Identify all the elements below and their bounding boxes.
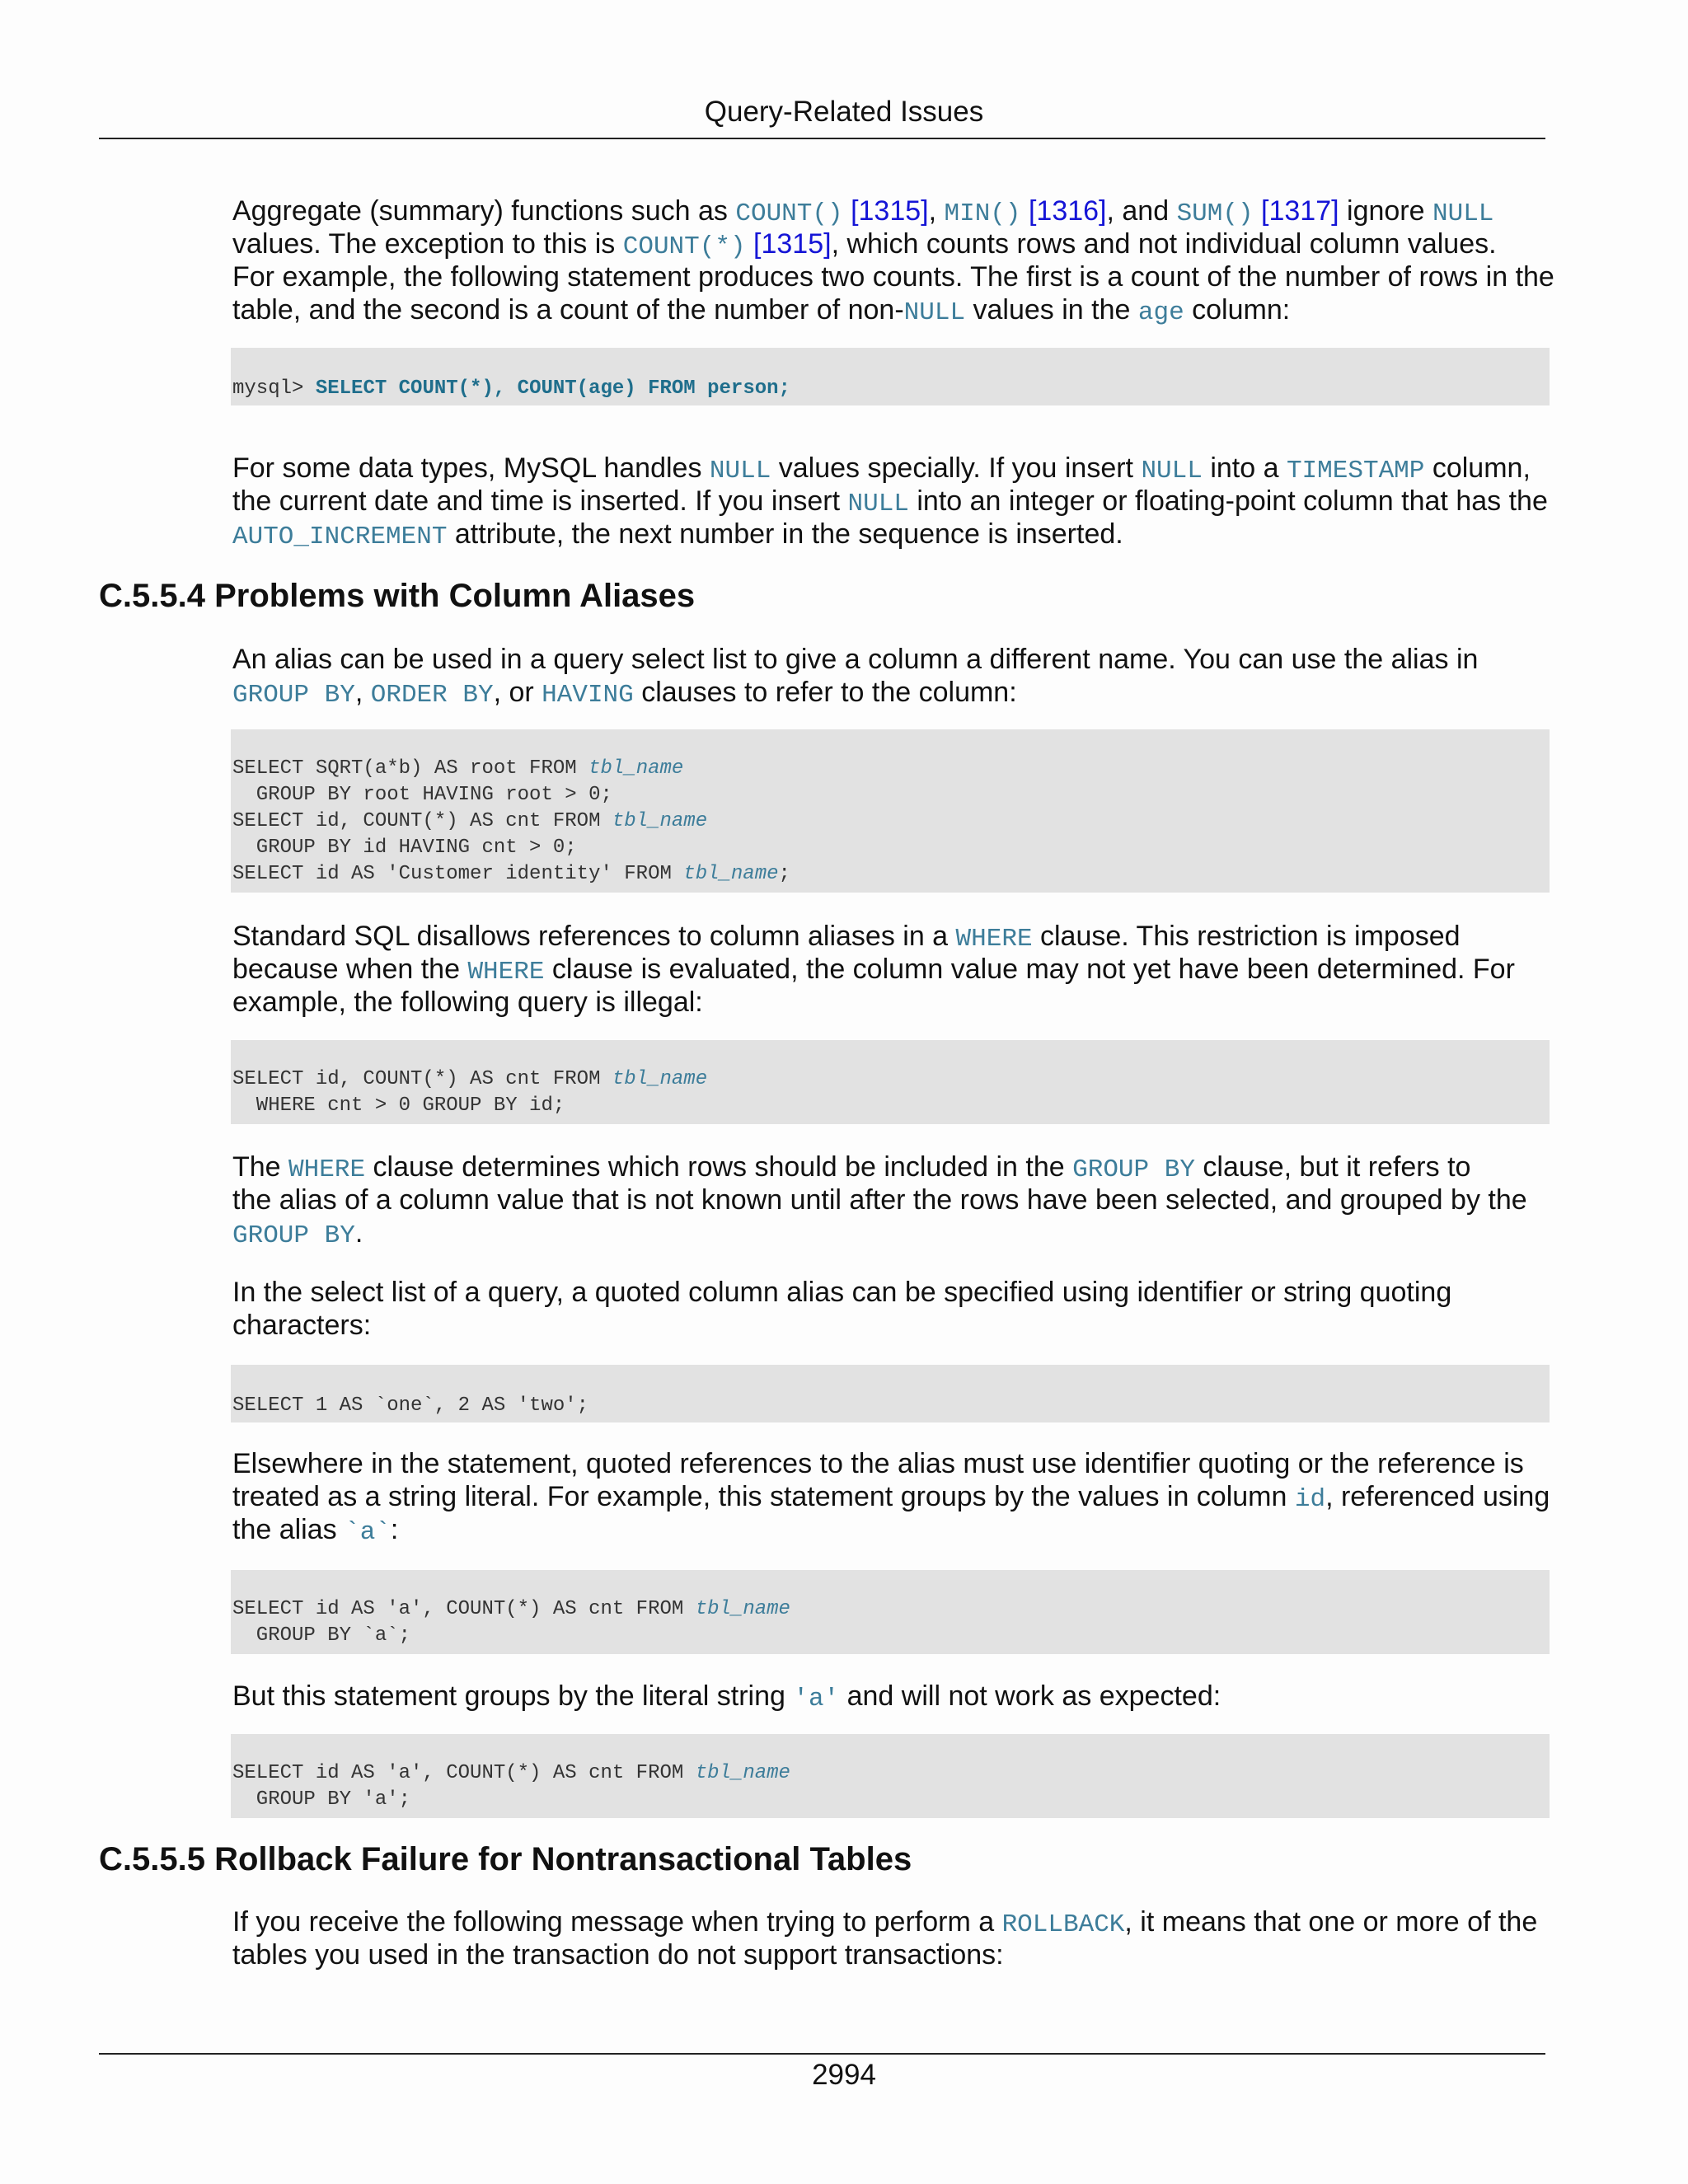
paragraph-null-special xyxy=(232,452,1551,551)
text: , which counts rows and not individual column values. xyxy=(831,228,1497,260)
code-line xyxy=(232,376,1548,402)
placeholder-var: tbl_name xyxy=(588,757,684,780)
text-line: the alias of a column value that is not known until after the rows have been selected, and grouped by the xyxy=(232,1184,1527,1216)
text: the alias xyxy=(232,1514,345,1545)
paragraph-where-explanation xyxy=(232,1151,1551,1249)
text: into a xyxy=(1202,452,1287,484)
text-line xyxy=(232,518,1551,551)
code-literal: GROUP BY xyxy=(1072,1155,1195,1184)
text: column, xyxy=(1424,452,1531,484)
code-literal: age xyxy=(1137,298,1184,327)
page-ref-link[interactable]: [1315] xyxy=(851,195,929,227)
text: values. The exception to this is xyxy=(232,228,623,260)
code-literal: NULL xyxy=(847,490,909,518)
text: The xyxy=(232,1151,289,1183)
text: clause is evaluated, the column value may not yet have been determined. For xyxy=(544,954,1515,985)
text: clause, but it refers to xyxy=(1194,1151,1471,1183)
text-line: tables you used in the transaction do not support transactions: xyxy=(232,1939,1004,1971)
page-ref-link[interactable]: [1315] xyxy=(753,228,832,260)
text: the current date and time is inserted. If you insert xyxy=(232,485,848,517)
text: clause. This restriction is imposed xyxy=(1032,921,1461,952)
command: SELECT COUNT(*), COUNT(age) FROM person; xyxy=(315,377,790,400)
code-literal: WHERE xyxy=(955,925,1033,954)
code-text: SELECT id AS 'Customer identity' FROM xyxy=(232,863,684,885)
code-literal: NULL xyxy=(1141,457,1203,485)
text-line: An alias can be used in a query select list to give a column a different name. You can use the alias in xyxy=(232,644,1479,675)
text: treated as a string literal. For example, this statement groups by the values in column xyxy=(232,1481,1295,1512)
code-literal: `a` xyxy=(345,1518,391,1547)
section-heading-rollback-failure: C.5.5.5 Rollback Failure for Nontransactional Tables xyxy=(99,1841,912,1877)
code-line xyxy=(232,861,1548,888)
paragraph-alias-intro xyxy=(232,643,1551,709)
code-link-timestamp[interactable]: TIMESTAMP xyxy=(1286,457,1425,485)
text: For some data types, MySQL handles xyxy=(232,452,710,484)
text: . xyxy=(354,1217,363,1249)
code-line xyxy=(232,1596,1548,1623)
code-literal: WHERE xyxy=(288,1155,366,1184)
text-line xyxy=(232,227,1551,260)
code-line xyxy=(232,756,1548,782)
code-block-group-by-literal xyxy=(231,1734,1550,1818)
code-line: GROUP BY 'a'; xyxy=(232,1788,411,1811)
text-line xyxy=(232,1680,1551,1713)
text: values specially. If you insert xyxy=(771,452,1142,484)
code-literal: WHERE xyxy=(467,958,545,987)
text: But this statement groups by the literal string xyxy=(232,1680,794,1712)
code-line xyxy=(232,808,1548,835)
code-line: GROUP BY `a`; xyxy=(232,1624,411,1647)
text: Standard SQL disallows references to column aliases in a xyxy=(232,921,956,952)
code-text: SELECT SQRT(a*b) AS root FROM xyxy=(232,757,589,780)
paragraph-identifier-quoting xyxy=(232,1447,1551,1546)
paragraph-quoted-alias xyxy=(232,1276,1551,1342)
code-literal: id xyxy=(1294,1485,1326,1514)
text-line xyxy=(232,953,1551,986)
code-literal: GROUP BY xyxy=(232,681,355,710)
text: table, and the second is a count of the number of non- xyxy=(232,294,904,326)
text: ignore xyxy=(1339,195,1432,227)
placeholder-var: tbl_name xyxy=(612,810,708,832)
text: , xyxy=(354,677,371,708)
code-text: SELECT id AS 'a', COUNT(*) AS cnt FROM xyxy=(232,1598,696,1620)
page-ref-link[interactable]: [1316] xyxy=(1028,195,1107,227)
text: Aggregate (summary) functions such as xyxy=(232,195,736,227)
text-line xyxy=(232,1216,1551,1249)
code-literal: 'a' xyxy=(793,1685,840,1713)
page-number: 2994 xyxy=(812,2059,876,2091)
text: , it means that one or more of the xyxy=(1124,1906,1538,1938)
code-line: GROUP BY id HAVING cnt > 0; xyxy=(232,837,577,859)
text: , referenced using xyxy=(1325,1481,1550,1512)
text-line: characters: xyxy=(232,1310,372,1341)
code-line xyxy=(232,1760,1548,1787)
code-link-rollback[interactable]: ROLLBACK xyxy=(1001,1910,1125,1939)
placeholder-var: tbl_name xyxy=(612,1068,708,1090)
text-line: For example, the following statement produces two counts. The first is a count of the number of rows in the xyxy=(232,261,1554,293)
paragraph-rollback xyxy=(232,1905,1551,1971)
code-line: SELECT 1 AS `one`, 2 AS 'two'; xyxy=(232,1394,589,1417)
section-heading-column-aliases: C.5.5.4 Problems with Column Aliases xyxy=(99,578,696,614)
code-literal: ORDER BY xyxy=(370,681,494,710)
text-line xyxy=(232,1480,1551,1513)
text: If you receive the following message when trying to perform a xyxy=(232,1906,1002,1938)
code-line: GROUP BY root HAVING root > 0; xyxy=(232,784,612,806)
page-ref-link[interactable]: [1317] xyxy=(1261,195,1339,227)
text-line xyxy=(232,194,1551,227)
text: : xyxy=(390,1514,399,1545)
text: attribute, the next number in the sequence is inserted. xyxy=(447,518,1123,550)
code-link-count-star[interactable]: COUNT(*) xyxy=(622,232,746,261)
code-link-null[interactable]: NULL xyxy=(1432,199,1494,228)
running-header: Query-Related Issues xyxy=(704,96,984,128)
code-block-alias-examples xyxy=(231,729,1550,893)
text: because when the xyxy=(232,954,468,985)
code-line: WHERE cnt > 0 GROUP BY id; xyxy=(232,1094,565,1117)
code-literal: NULL xyxy=(903,298,966,327)
placeholder-var: tbl_name xyxy=(695,1762,790,1784)
text-line xyxy=(232,293,1551,326)
placeholder-var: tbl_name xyxy=(683,863,779,885)
text: into an integer or floating-point column that has the xyxy=(908,485,1548,517)
text: , or xyxy=(493,677,542,708)
text-line xyxy=(232,920,1551,953)
text: values in the xyxy=(965,294,1138,326)
footer-rule xyxy=(99,2053,1545,2055)
code-literal: HAVING xyxy=(542,681,634,710)
paragraph-aggregate-functions xyxy=(232,194,1554,327)
code-text: SELECT id AS 'a', COUNT(*) AS cnt FROM xyxy=(232,1762,696,1784)
text-line xyxy=(232,452,1551,485)
code-literal: GROUP BY xyxy=(232,1221,355,1250)
text-line xyxy=(232,1905,1551,1938)
paragraph-literal-string xyxy=(232,1680,1551,1713)
code-block-group-by-identifier xyxy=(231,1570,1550,1654)
placeholder-var: tbl_name xyxy=(695,1598,790,1620)
text-line: Elsewhere in the statement, quoted references to the alias must use identifier quoting or the reference is xyxy=(232,1448,1524,1479)
code-literal: NULL xyxy=(709,457,771,485)
code-text: SELECT id, COUNT(*) AS cnt FROM xyxy=(232,1068,612,1090)
text: clause determines which rows should be included in the xyxy=(365,1151,1073,1183)
text-line: In the select list of a query, a quoted column alias can be specified using identifier or string quoting xyxy=(232,1277,1452,1308)
text-line xyxy=(232,1513,1551,1546)
text: , and xyxy=(1106,195,1177,227)
code-link-min[interactable]: MIN() xyxy=(944,199,1021,228)
code-literal: AUTO_INCREMENT xyxy=(232,523,448,551)
code-link-count[interactable]: COUNT() xyxy=(735,199,843,228)
text-line xyxy=(232,676,1551,709)
code-link-sum[interactable]: SUM() xyxy=(1176,199,1254,228)
text: clauses to refer to the column: xyxy=(633,677,1017,708)
text-line xyxy=(232,485,1551,518)
text: and will not work as expected: xyxy=(839,1680,1221,1712)
code-block-count-example xyxy=(231,348,1550,405)
code-block-illegal-query xyxy=(231,1040,1550,1124)
code-block-quoted-alias xyxy=(231,1365,1550,1422)
prompt: mysql> xyxy=(232,377,316,400)
code-line xyxy=(232,1066,1548,1093)
text: column: xyxy=(1184,294,1291,326)
text-line: example, the following query is illegal: xyxy=(232,987,703,1018)
code-text: ; xyxy=(778,863,790,885)
header-rule xyxy=(99,138,1545,139)
text-line xyxy=(232,1151,1551,1183)
code-text: SELECT id, COUNT(*) AS cnt FROM xyxy=(232,810,612,832)
text: , xyxy=(928,195,945,227)
paragraph-where-restriction xyxy=(232,920,1551,1019)
